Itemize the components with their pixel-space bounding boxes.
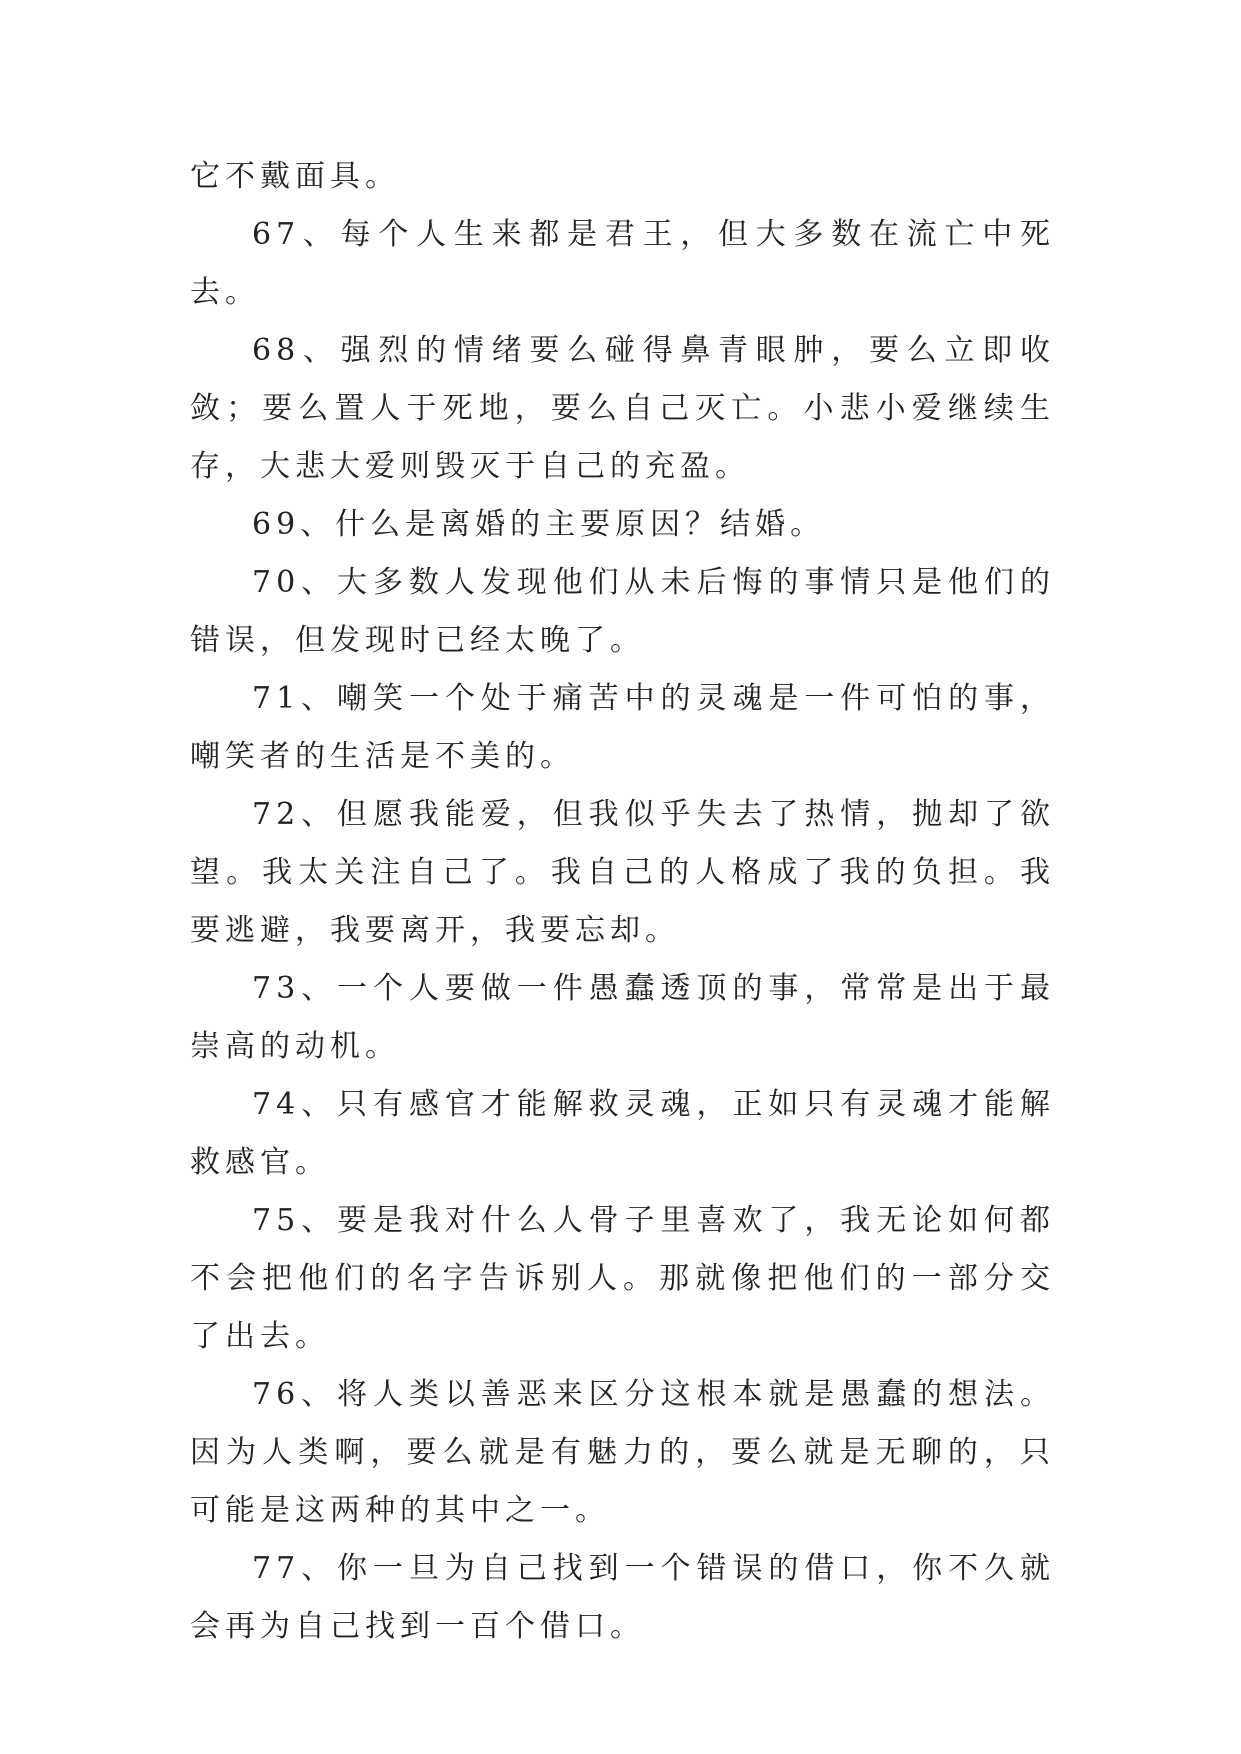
paragraph-69: 69、什么是离婚的主要原因？结婚。 bbox=[252, 507, 826, 542]
paragraph-71: 71、嘲笑一个处于痛苦中的灵魂是一件可怕的事，嘲笑者的生活是不美的。 bbox=[190, 681, 1055, 774]
paragraph-continuation: 它不戴面具。 bbox=[190, 159, 400, 194]
document-body bbox=[190, 148, 1055, 1656]
paragraph-72: 72、但愿我能爱，但我似乎失去了热情，抛却了欲望。我太关注自己了。我自己的人格成了我的负担。我要逃避，我要离开，我要忘却。 bbox=[190, 797, 1055, 948]
paragraph-73: 73、一个人要做一件愚蠢透顶的事，常常是出于最崇高的动机。 bbox=[190, 971, 1055, 1064]
paragraph-70: 70、大多数人发现他们从未后悔的事情只是他们的错误，但发现时已经太晚了。 bbox=[190, 565, 1055, 658]
paragraph-76: 76、将人类以善恶来区分这根本就是愚蠢的想法。因为人类啊，要么就是有魅力的，要么就是无聊的，只可能是这两种的其中之一。 bbox=[190, 1377, 1055, 1528]
paragraph-75: 75、要是我对什么人骨子里喜欢了，我无论如何都不会把他们的名字告诉别人。那就像把他们的一部分交了出去。 bbox=[190, 1203, 1055, 1354]
paragraph-67: 67、每个人生来都是君王，但大多数在流亡中死去。 bbox=[190, 217, 1055, 310]
paragraph-68: 68、强烈的情绪要么碰得鼻青眼肿，要么立即收敛；要么置人于死地，要么自己灭亡。小悲小爱继续生存，大悲大爱则毁灭于自己的充盈。 bbox=[190, 333, 1055, 484]
paragraph-74: 74、只有感官才能解救灵魂，正如只有灵魂才能解救感官。 bbox=[190, 1087, 1055, 1180]
paragraph-77: 77、你一旦为自己找到一个错误的借口，你不久就会再为自己找到一百个借口。 bbox=[190, 1551, 1055, 1644]
